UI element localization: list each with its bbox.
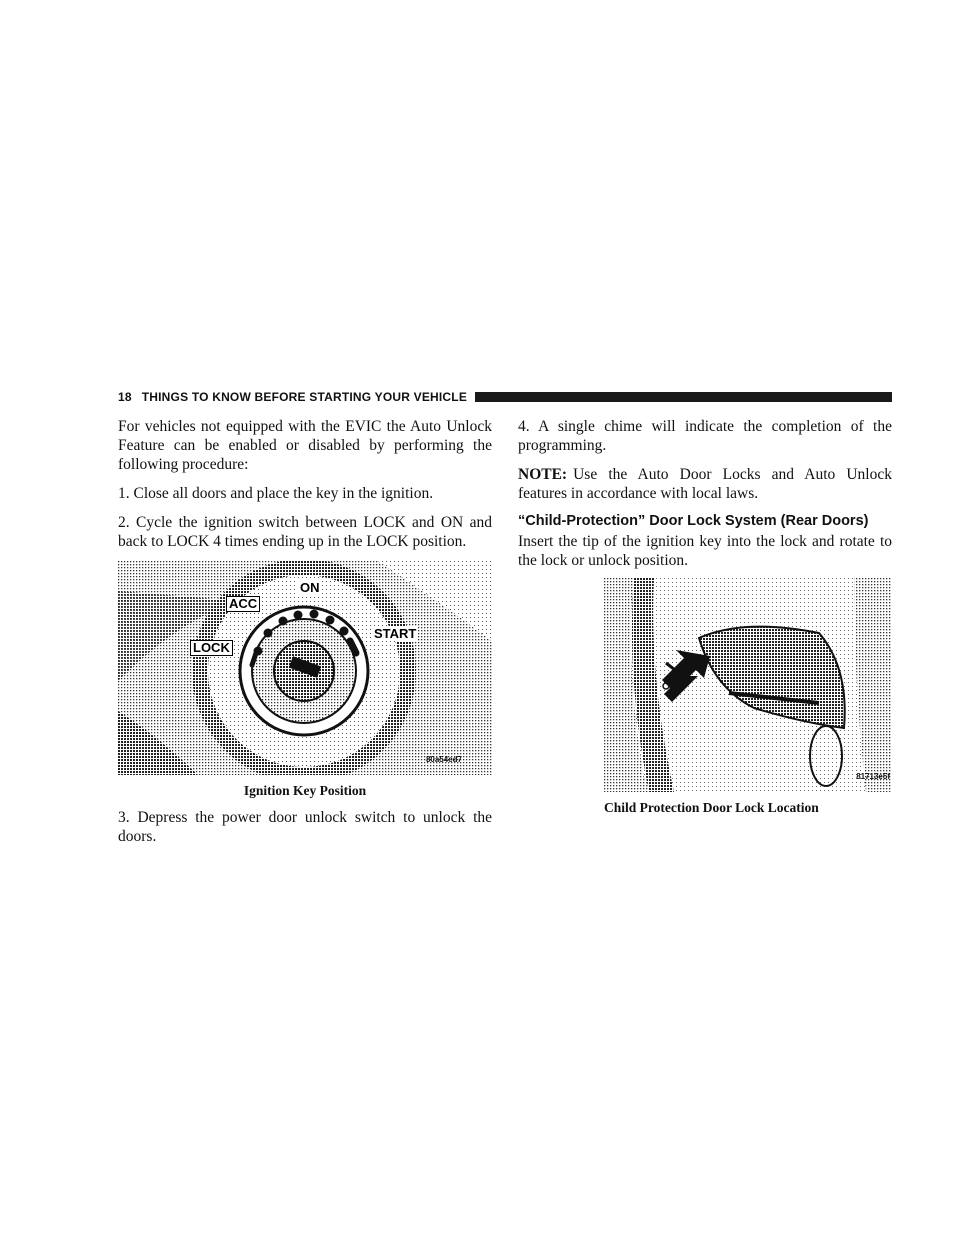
ignition-key-figure <box>118 561 492 775</box>
right-column <box>518 417 892 825</box>
step-3: 3. Depress the power door unlock switch to unlock the doors. <box>118 809 492 845</box>
child-lock-caption: Child Protection Door Lock Location <box>604 800 819 815</box>
step-1: 1. Close all doors and place the key in the ignition. <box>118 485 434 502</box>
section-title: THINGS TO KNOW BEFORE STARTING YOUR VEHICLE <box>141 390 468 404</box>
note-label: NOTE: <box>518 466 568 483</box>
step-4: 4. A single chime will indicate the completion of the programming. <box>518 418 892 454</box>
intro-paragraph: For vehicles not equipped with the EVIC the Auto Unlock Feature can be enabled or disabled by performing the following procedure: <box>118 418 492 473</box>
left-column <box>118 417 492 856</box>
acc-label: ACC <box>226 596 260 612</box>
figure-code: 80a54ed7 <box>425 755 462 764</box>
header-rule <box>475 392 892 402</box>
running-header <box>118 389 892 405</box>
figure-code: 81713e5f <box>856 772 890 781</box>
page-number: 18 <box>118 390 132 404</box>
door-illustration <box>604 578 892 792</box>
step-2: 2. Cycle the ignition switch between LOCK and ON and back to LOCK 4 times ending up in the LOCK position. <box>118 514 492 550</box>
ignition-caption: Ignition Key Position <box>243 783 367 798</box>
child-lock-figure <box>604 578 892 792</box>
start-label: START <box>374 626 417 641</box>
note-paragraph <box>518 465 892 503</box>
on-label: ON <box>300 580 320 595</box>
child-lock-paragraph: Insert the tip of the ignition key into the lock and rotate to the lock or unlock position. <box>518 533 892 569</box>
note-text: Use the Auto Door Locks and Auto Unlock features in accordance with local laws. <box>518 466 892 502</box>
section-heading: “Child-Protection” Door Lock System (Rear Doors) <box>518 513 869 529</box>
lock-label: LOCK <box>190 640 233 656</box>
